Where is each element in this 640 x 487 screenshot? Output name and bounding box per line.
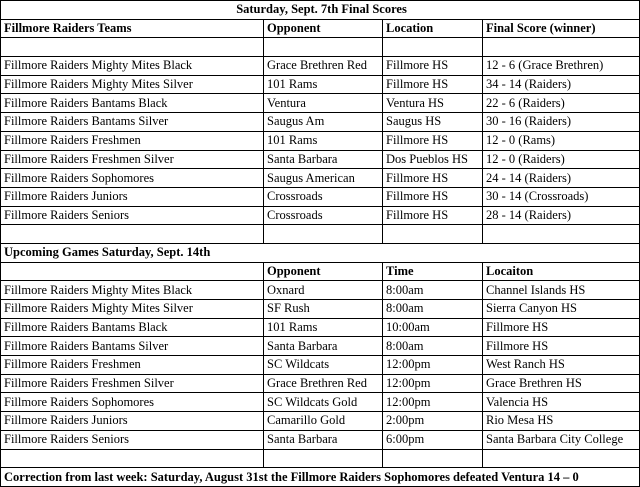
table-cell: Sierra Canyon HS xyxy=(483,300,640,319)
table-cell: Fillmore Raiders Juniors xyxy=(1,187,264,206)
blank-cell xyxy=(1,225,264,244)
blank-row xyxy=(1,449,640,468)
table-cell: Saugus American xyxy=(264,169,383,188)
column-header: Final Score (winner) xyxy=(483,19,640,38)
table-row xyxy=(1,393,640,412)
blank-cell xyxy=(483,449,640,468)
table-row xyxy=(1,169,640,188)
table-cell: Santa Barbara xyxy=(264,430,383,449)
table-cell: Fillmore Raiders Bantams Silver xyxy=(1,113,264,132)
table-row xyxy=(1,281,640,300)
blank-cell xyxy=(264,225,383,244)
table-cell: Fillmore Raiders Freshmen xyxy=(1,356,264,375)
table-cell: Camarillo Gold xyxy=(264,412,383,431)
table-cell: 10:00am xyxy=(383,318,483,337)
table-cell: Fillmore Raiders Freshmen Silver xyxy=(1,150,264,169)
table-cell: Fillmore HS xyxy=(483,318,640,337)
upcoming-title: Upcoming Games Saturday, Sept. 14th xyxy=(1,243,640,262)
table-cell: Grace Brethren Red xyxy=(264,57,383,76)
table-cell: Fillmore Raiders Bantams Black xyxy=(1,94,264,113)
table-cell: Ventura HS xyxy=(383,94,483,113)
table-cell: Santa Barbara xyxy=(264,337,383,356)
table-cell: 8:00am xyxy=(383,281,483,300)
table-cell: Crossroads xyxy=(264,206,383,225)
table-cell: Crossroads xyxy=(264,187,383,206)
table-cell: Fillmore Raiders Freshmen xyxy=(1,131,264,150)
final-scores-title-row xyxy=(1,1,640,20)
table-cell: Saugus Am xyxy=(264,113,383,132)
table-cell: Grace Brethren Red xyxy=(264,374,383,393)
table-row xyxy=(1,75,640,94)
final-scores-title: Saturday, Sept. 7th Final Scores xyxy=(1,1,640,20)
column-header: Opponent xyxy=(264,19,383,38)
table-row xyxy=(1,187,640,206)
table-cell: West Ranch HS xyxy=(483,356,640,375)
blank-cell xyxy=(383,449,483,468)
table-cell: Fillmore HS xyxy=(383,187,483,206)
table-cell: Fillmore Raiders Sophomores xyxy=(1,169,264,188)
blank-cell xyxy=(1,38,264,57)
table-cell: Valencia HS xyxy=(483,393,640,412)
table-row xyxy=(1,374,640,393)
table-row xyxy=(1,430,640,449)
table-cell: 30 - 14 (Crossroads) xyxy=(483,187,640,206)
correction-note: Correction from last week: Saturday, August 31st the Fillmore Raiders Sophomores defeated Ventura 14 – 0 xyxy=(1,468,640,487)
table-row xyxy=(1,412,640,431)
table-cell: Fillmore Raiders Mighty Mites Silver xyxy=(1,75,264,94)
table-cell: Fillmore Raiders Sophomores xyxy=(1,393,264,412)
table-cell: Fillmore HS xyxy=(383,169,483,188)
table-cell: Santa Barbara xyxy=(264,150,383,169)
table-row xyxy=(1,57,640,76)
table-cell: 24 - 14 (Raiders) xyxy=(483,169,640,188)
table-cell: Fillmore HS xyxy=(383,57,483,76)
table-cell: Fillmore HS xyxy=(383,131,483,150)
table-row xyxy=(1,131,640,150)
blank-cell xyxy=(264,38,383,57)
table-cell: 12 - 0 (Raiders) xyxy=(483,150,640,169)
table-cell: Fillmore Raiders Juniors xyxy=(1,412,264,431)
table-cell: 28 - 14 (Raiders) xyxy=(483,206,640,225)
table-cell: SF Rush xyxy=(264,300,383,319)
table-cell: Grace Brethren HS xyxy=(483,374,640,393)
table-row xyxy=(1,356,640,375)
table-row xyxy=(1,318,640,337)
table-cell: Ventura xyxy=(264,94,383,113)
table-cell: Oxnard xyxy=(264,281,383,300)
table-row xyxy=(1,206,640,225)
table-cell: Fillmore HS xyxy=(383,75,483,94)
blank-row xyxy=(1,38,640,57)
table-cell: 12:00pm xyxy=(383,393,483,412)
table-cell: Fillmore Raiders Bantams Black xyxy=(1,318,264,337)
column-header: Location xyxy=(383,19,483,38)
table-row xyxy=(1,300,640,319)
table-cell: SC Wildcats xyxy=(264,356,383,375)
correction-row xyxy=(1,468,640,487)
table-row xyxy=(1,150,640,169)
table-cell: 8:00am xyxy=(383,337,483,356)
table-cell: 101 Rams xyxy=(264,318,383,337)
table-cell: Fillmore Raiders Seniors xyxy=(1,206,264,225)
table-cell: Fillmore HS xyxy=(483,337,640,356)
column-header: Time xyxy=(383,262,483,281)
blank-cell xyxy=(1,449,264,468)
table-cell: 12 - 0 (Rams) xyxy=(483,131,640,150)
blank-row xyxy=(1,225,640,244)
table-cell: SC Wildcats Gold xyxy=(264,393,383,412)
table-cell: 12:00pm xyxy=(383,374,483,393)
table-cell: 12:00pm xyxy=(383,356,483,375)
table-cell: Fillmore Raiders Mighty Mites Black xyxy=(1,281,264,300)
table-cell: Fillmore Raiders Mighty Mites Silver xyxy=(1,300,264,319)
table-row xyxy=(1,337,640,356)
table-cell: 8:00am xyxy=(383,300,483,319)
table-cell: 6:00pm xyxy=(383,430,483,449)
blank-cell xyxy=(483,38,640,57)
blank-cell xyxy=(264,449,383,468)
table-cell: Fillmore Raiders Seniors xyxy=(1,430,264,449)
upcoming-header-row xyxy=(1,262,640,281)
table-cell: 12 - 6 (Grace Brethren) xyxy=(483,57,640,76)
column-header: Opponent xyxy=(264,262,383,281)
table-cell: Saugus HS xyxy=(383,113,483,132)
column-header: Locaiton xyxy=(483,262,640,281)
table-cell: 30 - 16 (Raiders) xyxy=(483,113,640,132)
table-cell: Dos Pueblos HS xyxy=(383,150,483,169)
table-row xyxy=(1,113,640,132)
final-scores-header-row xyxy=(1,19,640,38)
table-cell: Santa Barbara City College xyxy=(483,430,640,449)
table-cell: Fillmore Raiders Mighty Mites Black xyxy=(1,57,264,76)
table-cell: Channel Islands HS xyxy=(483,281,640,300)
table-cell: Fillmore HS xyxy=(383,206,483,225)
table-cell: 2:00pm xyxy=(383,412,483,431)
blank-cell xyxy=(483,225,640,244)
column-header: Fillmore Raiders Teams xyxy=(1,19,264,38)
table-cell: 34 - 14 (Raiders) xyxy=(483,75,640,94)
table-cell: 101 Rams xyxy=(264,75,383,94)
upcoming-title-row xyxy=(1,243,640,262)
table-cell: 22 - 6 (Raiders) xyxy=(483,94,640,113)
table-cell: Fillmore Raiders Bantams Silver xyxy=(1,337,264,356)
blank-cell xyxy=(1,262,264,281)
table-cell: Rio Mesa HS xyxy=(483,412,640,431)
blank-cell xyxy=(383,38,483,57)
table-row xyxy=(1,94,640,113)
blank-cell xyxy=(383,225,483,244)
table-cell: Fillmore Raiders Freshmen Silver xyxy=(1,374,264,393)
table-cell: 101 Rams xyxy=(264,131,383,150)
